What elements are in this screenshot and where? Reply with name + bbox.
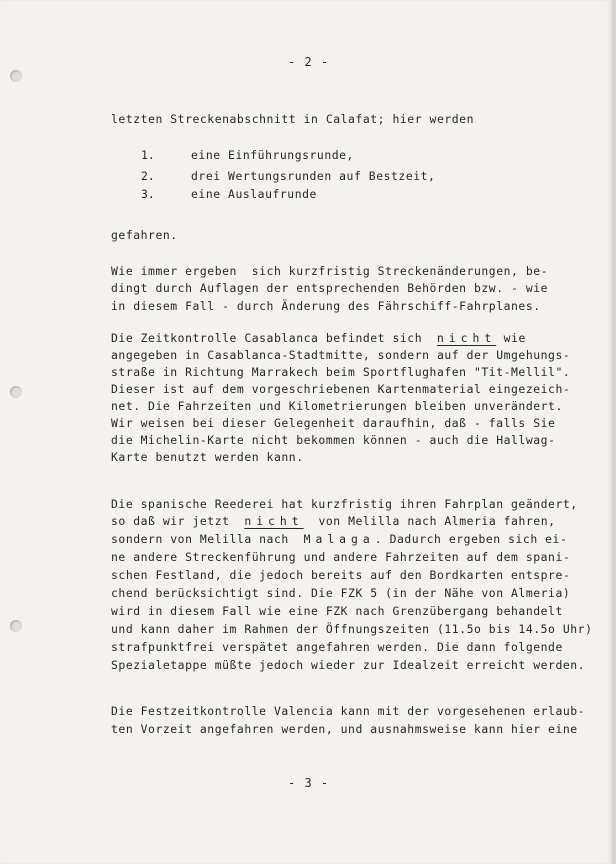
paragraph-line: wird in diesem Fall wie eine FZK nach Grenzübergang behandelt	[111, 604, 563, 618]
list-item-text: drei Wertungsrunden auf Bestzeit,	[191, 169, 436, 183]
paragraph-line: Die Festzeitkontrolle Valencia kann mit der vorgesehenen erlaub-	[111, 704, 586, 718]
paragraph-line: net. Die Fahrzeiten und Kilometrierungen bleiben unverändert.	[111, 399, 563, 413]
list-item-text: eine Einführungsrunde,	[191, 148, 354, 162]
emphasis-nicht: nicht	[436, 331, 497, 345]
paragraph-line: Wie immer ergeben sich kurzfristig Streckenänderungen, be-	[111, 264, 549, 278]
paragraph-line: chend berücksichtigt sind. Die FZK 5 (in der Nähe von Almeria)	[111, 586, 571, 600]
paragraph-line: die Michelin-Karte nicht bekommen können - auch die Hallwag-	[111, 433, 556, 447]
paragraph-line: strafpunktfrei verspätet angefahren werden. Die dann folgende	[111, 640, 563, 654]
intro-line: letzten Streckenabschnitt in Calafat; hier werden	[111, 112, 474, 126]
paragraph-line: und kann daher im Rahmen der Öffnungszeiten (11.5o bis 14.5o Uhr)	[111, 622, 593, 636]
paragraph-line: ten Vorzeit angefahren werden, und ausnahmsweise kann hier eine	[111, 722, 578, 736]
text-segment: sondern von Melilla nach	[111, 532, 304, 546]
text-segment: . Dadurch ergeben sich ei-	[374, 532, 568, 546]
paragraph-line: ne andere Streckenführung und andere Fahrzeiten auf dem spani-	[111, 550, 571, 564]
paragraph-line: Karte benutzt werden kann.	[111, 450, 304, 464]
paragraph-line: dingt durch Auflagen der entsprechenden Behörden bzw. - wie	[111, 281, 549, 295]
paragraph-line: in diesem Fall - durch Änderung des Fährschiff-Fahrplanes.	[111, 299, 541, 313]
list-number: 3.	[141, 187, 155, 201]
emphasis-malaga: Malaga	[303, 532, 375, 546]
text-segment: Die Zeitkontrolle Casablanca befindet sich	[111, 331, 437, 345]
paragraph-line	[111, 330, 526, 346]
text-segment: von Melilla nach Almeria fahren,	[303, 514, 556, 528]
list-item-text: eine Auslaufrunde	[191, 187, 317, 201]
paragraph-line	[111, 531, 567, 547]
paragraph-line	[111, 513, 556, 529]
page-number-bottom: - 3 -	[288, 776, 330, 790]
after-list-text: gefahren.	[111, 228, 178, 242]
paragraph-line: schen Festland, die jedoch bereits auf den Bordkarten entspre-	[111, 568, 571, 582]
paragraph-line: straße in Richtung Marrakech beim Sportflughafen "Tit-Mellil".	[111, 365, 571, 379]
paragraph-line: angegeben in Casablanca-Stadtmitte, sondern auf der Umgehungs-	[111, 348, 571, 362]
page-number-top: - 2 -	[288, 55, 330, 69]
punch-hole	[10, 70, 22, 82]
punch-hole	[10, 620, 22, 632]
list-number: 1.	[141, 148, 155, 162]
paragraph-line: Spezialetappe müßte jedoch wieder zur Idealzeit erreicht werden.	[111, 658, 586, 672]
punch-hole	[10, 386, 22, 398]
list-number: 2.	[141, 169, 155, 183]
emphasis-nicht: nicht	[244, 514, 304, 528]
paragraph-line: Die spanische Reederei hat kurzfristig ihren Fahrplan geändert,	[111, 497, 578, 511]
text-segment: so daß wir jetzt	[111, 514, 245, 528]
paragraph-line: Dieser ist auf dem vorgeschriebenen Kartenmaterial eingezeich-	[111, 382, 571, 396]
paragraph-line: Wir weisen bei dieser Gelegenheit daraufhin, daß - falls Sie	[111, 416, 556, 430]
text-segment: wie	[496, 331, 526, 345]
